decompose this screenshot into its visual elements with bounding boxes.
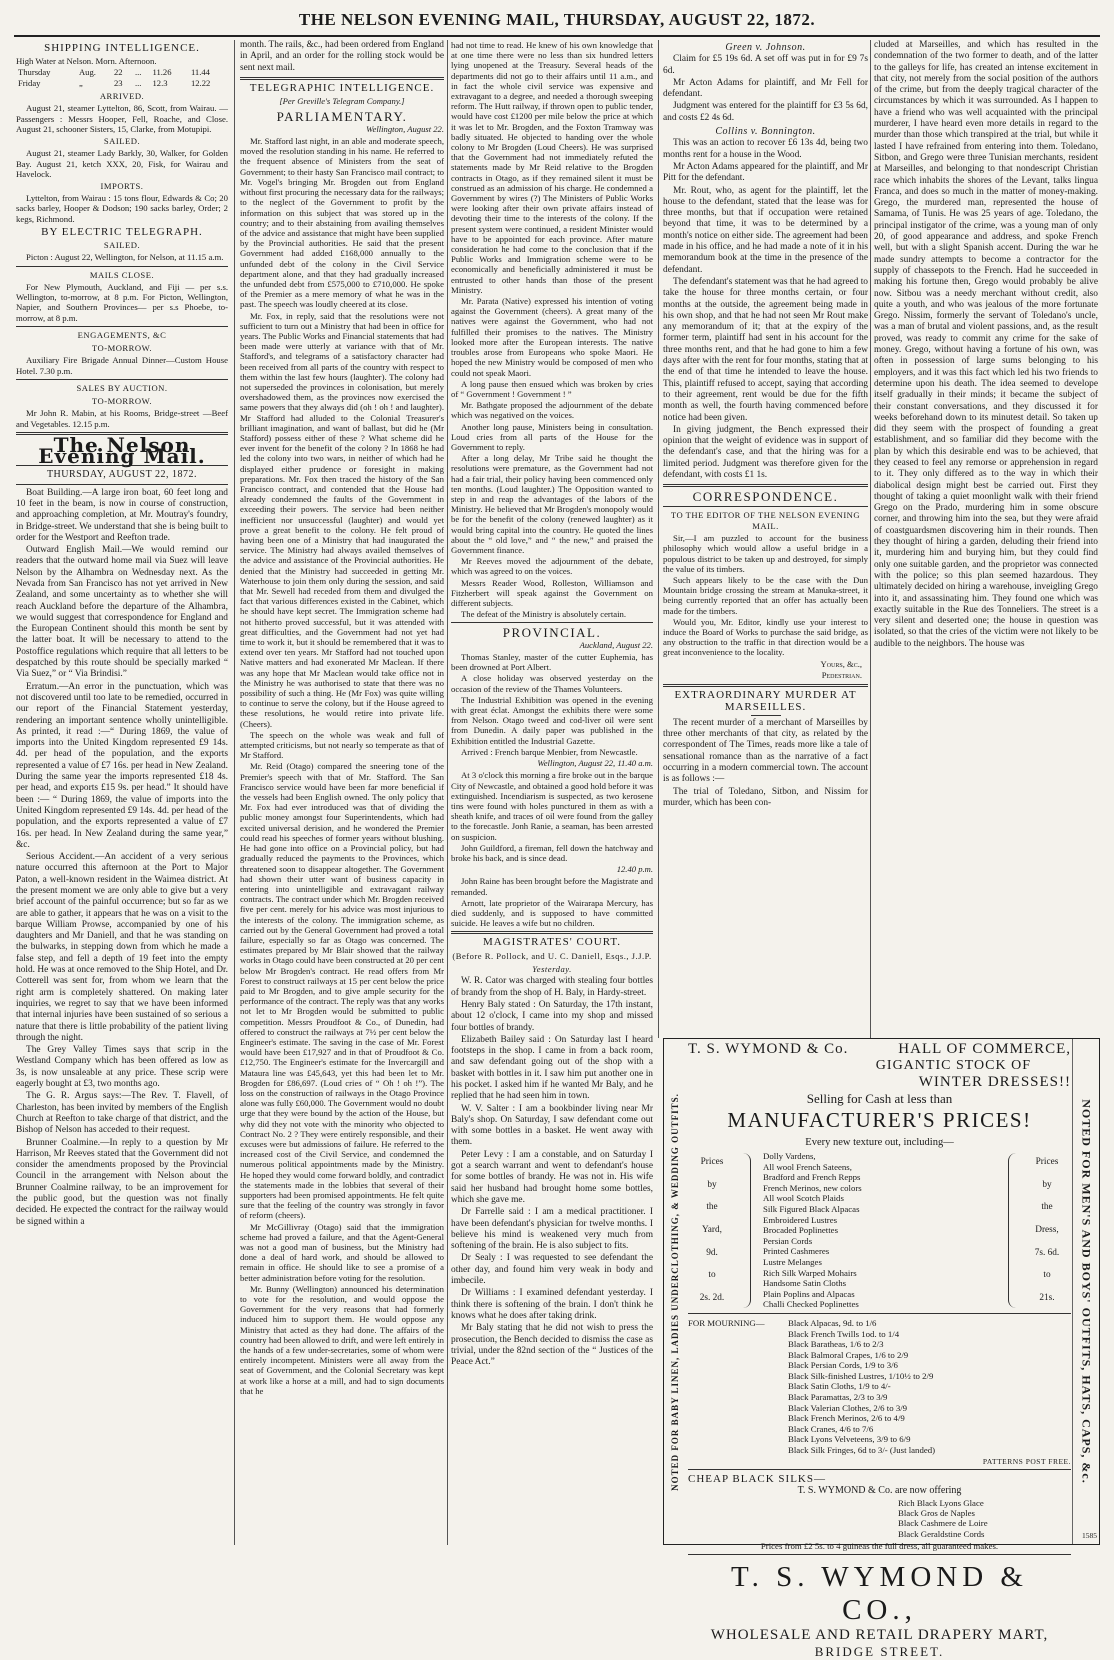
ad-price-word: to bbox=[1043, 1270, 1051, 1281]
engagements-sub: TO-MORROW. bbox=[91, 343, 153, 354]
column-rule bbox=[658, 40, 659, 1038]
court-paragraph: Mr Acton Adams for plaintiff, and Mr Fell for defendant. bbox=[663, 77, 868, 100]
sales-heading: SALES BY AUCTION. bbox=[76, 382, 168, 393]
news-paragraph: The trial of Toledano, Sitbon, and Nissim for murder, which has been con- bbox=[663, 786, 868, 808]
court-paragraph: Henry Baly stated : On Saturday, the 17th instant, about 12 o'clock, I came into my shop and missed four bottles of brandy. bbox=[451, 999, 653, 1033]
imports-heading: IMPORTS. bbox=[100, 180, 144, 191]
tide-morning: 12.3 bbox=[152, 77, 168, 88]
ad-fabric: Plain Poplins and Alpacas bbox=[763, 1288, 855, 1299]
court-paragraph: Elizabeth Bailey said : On Saturday last I heard footsteps in the shop. I came in from a back room, and saw defendant going out of the shop with a basket with bottles in it. I saw him put another one in his pocket. I asked him if he wanted Mr Baly, and he replied that he had seen him in town. bbox=[451, 1034, 653, 1102]
paper-date: THURSDAY, AUGUST 22, 1872. bbox=[46, 469, 198, 481]
news-paragraph: Mr. Parata (Native) expressed his intention of voting against the Government (cheers). A great many of the natives were against the Government, who had not fulfilled their promises to the natives. The Ministry looked more after the European interests. The native troubles arose from Europeans who spoke Maori. He hoped the new Ministry would be composed of men who could not speak Maori. bbox=[451, 296, 653, 378]
tide-date: 22 bbox=[113, 66, 123, 77]
ad-hall: HALL OF COMMERCE, bbox=[898, 1041, 1071, 1057]
news-paragraph: Serious Accident.—An accident of a very serious nature occurred this afternoon at the Port to Major Paton, a well-known resident in the Waimea district. At the present moment we are only able to give but a very brief account of the painful occurrence; but so far as we are able to gather, it appears that he was on a visit to the barque William Prowse, accompanied by one of his daughters and Mr Daniell, and that he was standing on the bulwarks, in stepping down from which he made a false step, and fell a depth of 19 feet into the empty hold. He was at once removed to the Ship Hotel, and Dr. Cotterell was sent for, from whom we learn that the right arm is completely shattered. On making later inquiries, we regret to say that we have been informed that internal injuries have been sustained of so serious a nature that there is little probability of the patient living through the night. bbox=[16, 852, 228, 1043]
ad-side-right bbox=[1072, 1039, 1099, 1544]
ad-fabric: Lustre Melanges bbox=[763, 1256, 822, 1267]
ad-gigantic: GIGANTIC STOCK OF bbox=[875, 1058, 1031, 1073]
column-rule bbox=[234, 40, 235, 1545]
ad-number: 1585 bbox=[1082, 1531, 1097, 1540]
parliamentary-heading: PARLIAMENTARY. bbox=[276, 109, 408, 125]
ad-price-word: 2s. 2d. bbox=[699, 1293, 725, 1304]
ad-side-left bbox=[664, 1039, 686, 1544]
tide-row bbox=[16, 67, 228, 78]
telegraph-text: Picton : August 22, Wellington, for Nelson, at 11.15 a.m. bbox=[26, 252, 224, 263]
tide-afternoon: 11.44 bbox=[190, 66, 210, 77]
ad-guineas: Prices from £2 5s. to 4 guineas the full dress, all guaranteed makes. bbox=[760, 1541, 999, 1552]
ad-street: BRIDGE STREET. bbox=[814, 1644, 945, 1660]
case-title: Green v. Johnson. bbox=[725, 42, 806, 53]
ad-price-word: by bbox=[1042, 1179, 1052, 1190]
divider bbox=[451, 931, 653, 934]
case-title: Collins v. Bonnington. bbox=[715, 126, 816, 138]
arrived-heading: ARRIVED. bbox=[99, 91, 145, 102]
ad-mourning-item: Black Alpacas, 9d. to 1/6 bbox=[788, 1317, 877, 1328]
tide-table bbox=[16, 67, 228, 90]
ad-mourning-label: FOR MOURNING— bbox=[688, 1317, 765, 1328]
ad-selling: Selling for Cash at less than bbox=[806, 1091, 953, 1106]
mails-text: For New Plymouth, Auckland, and Fiji — per s.s. Wellington, to-morrow, at 8 p.m. For Picton, Wellington, Napier, and Southern Provinces— per s.s Phoebe, to-morrow, at 8 p.m. bbox=[16, 281, 228, 323]
ad-fabric: Embroidered Lustres bbox=[763, 1214, 838, 1225]
news-paragraph: Mr Reeves moved the adjournment of the debate, which was agreed to on the voices. bbox=[451, 556, 653, 577]
divider bbox=[663, 506, 868, 507]
news-paragraph: Mr. Bunny (Wellington) announced his determination to vote for the resolution, and would oppose the Government for the very reasons that had formerly induced him to support them. He would oppose any Ministry that acted as they had done. The affairs of the country had been allowed to drift, and were left entirely in the hands of a few under-secretaries, some of whom were entirely incompetent. Ministers were all away from the seat of Government, and the Colonial Secretary was kept at work like a horse at a mill, and had to sign documents that he bbox=[240, 1283, 444, 1396]
shipping-heading: SHIPPING INTELLIGENCE. bbox=[44, 42, 200, 54]
court-paragraph: W. V. Salter : I am a bookbinder living near Mr Baly's shop. On Saturday, I saw defendant come out with some bottles in a basket. He went away with them. bbox=[451, 1103, 653, 1148]
news-paragraph: At 3 o'clock this morning a fire broke out in the barque City of Newcastle, and obtained a good hold before it was extinguished. Incendiarism is suspected, as two kerosene tins were found with holes punctured in them as with a sheath knife, and traces of oil were found from the galley to the forecastle. Jonh Ranie, a seaman, has been arrested on suspicion. bbox=[451, 770, 653, 842]
court-paragraph: The defendant's statement was that he had agreed to take the house for three months certain, or four months at the outside, the agreement being made in his own shop, and that he had not seen Mr Rout make any memorandum of it; that at the expiry of the former term, plaintiff had sent in his account for the three months rent, and that he had gone to him a few days after with the rent for four months, stating that at the end of that time he intended to leave the house. This, plaintiff refused to accept, saying that according to their agreement, rent would be due for the fifth month as well, the fourth having commenced before notice had been given. bbox=[663, 276, 868, 423]
news-paragraph: Mr. Reid (Otago) compared the sneering tone of the Premier's speech with that of Mr. Stafford. The San Francisco service would have been far more beneficial if the vessels had been English owned. The only policy that Mr. Fox had ever introduced was that of dividing the public money amongst four Superintendents, which had excited universal derision, and he wondered the Premier could read his speeches of former years without blushing. He had gone into office on a Provincial policy, but had gradually reduced the payments to the Provinces, which threatened soon to disappear altogether. The Government had shown their utter want of business capacity in entering into unintelligible and extravagant railway contracts. The contract under which Mr. Brogden received five per cent. merely for his advice was most injurious to the interests of the colony. The immigration scheme, as carried out by the General Government had proved a total failure, especially so far as Otago was concerned. The estimates prepared by Mr Blair showed that the railway works in Otago could have been constructed at 20 per cent below Mr Brogden's contract. He read offers from Mr Forest to construct railways at 15 per cent below the price paid to Mr Brogden, and to give ample security for the performance of the contract. The reply was that any works not let to Mr Brogden would be submitted to public competition. Messrs Proudfoot & Co., of Dunedin, had offered to construct the railways at 7½ per cent below the Engineer's estimate. The saving in the case of Mr. Forest would have been £17,927 and in that of Proudfoot & Co. £12,750. The Engineer's estimate for the Invercargill and Mataura line was £45,643, yet this had been let to Mr. Brogden for £86,697. (Loud cries of “ Oh ! oh !”). The loss on the construction of railways in the Otago Province alone was fully £60,000. The Government would no doubt urge that they were bound by the action of the House, but why did they not vote with the minority who objected to Contract No. 2 ? They were entirely responsible, and their excuses were but admissions of failure. He referred to the increased cost of the Civil Service, and condemned the numerous political appointments made by the Ministry. He hoped they would come forward boldly, and contradict the statements made in the lobbies that several of their supporters had been promised appointments. He felt quite sure that the feeling of the country was strongly in favor of reform (cheers). bbox=[240, 761, 444, 1221]
ad-silk: Rich Black Lyons Glace bbox=[898, 1497, 984, 1508]
letter-signature: Pedestrian. bbox=[821, 669, 862, 680]
imports-text: Lyttelton, from Wairau : 15 tons flour, Edwards & Co; 20 sacks barley, Hooper & Dodson; 190 sacks barley, Order; 2 kegs, Richmond. bbox=[16, 193, 228, 224]
divider bbox=[240, 77, 444, 80]
ad-now-offering: T. S. WYMOND & Co. are now offering bbox=[797, 1484, 962, 1496]
court-paragraph: Dr Williams : I examined defendant yesterday. I think there is softening of the brain. I don't think he knows what he does after taking drink. bbox=[451, 1288, 653, 1321]
court-paragraph: In giving judgment, the Bench expressed their opinion that the weight of evidence was in support of the defendant's case, and that the hiring was for a limited period. Judgment was therefore given for the defendant, with costs £1 1s. bbox=[663, 424, 868, 480]
ad-prices-left bbox=[688, 1151, 736, 1310]
news-paragraph: had not time to read. He knew of his own knowledge that at one time there were no less than six hundred letters lying unopened at the Treasury. Several heads of the departments did not go to their affairs until 11 a.m., and in fact the whole civil service was expensive and extravagant to a degree, and needed a thorough sweeping reform. The Hutt railway, if thrown open to public tender, would have cost £1200 per mile below the price at which it was let to Mr. Brogden, and the Foxton Tramway was badly situated. He objected to handing over the whole colony to Mr Brogden (Loud Cheers). He was surprised that the Government had not immediately refuted the statements made by Mr Reid relative to the Brogden contracts in Otago, as if they remained silent it must be construed as an admission of his charge. He condemned a Government by wires (?) The Ministers of Public Works were looking after their own private affairs instead of devoting their time to the interests of the colony. If the present system were continued, a resident Minister would have to be appointed for each province. After mature consideration he had come to the conclusion that if the Public Works and Immigration scheme were to be economically and beneficially administered it must be entrusted to other hands than those of the present Ministry. bbox=[451, 40, 653, 295]
ad-fabric: Bradford and French Repps bbox=[763, 1172, 861, 1183]
ad-silk: Black Gros de Naples bbox=[898, 1508, 975, 1519]
ad-mourning-item: Black French Merinos, 2/6 to 4/9 bbox=[788, 1413, 905, 1424]
news-paragraph: Mr. Stafford last night, in an able and moderate speech, moved the resolution standing in his name. He referred to the frequent absence of Ministers from the seat of Government; to their hasty San Francisco mail contract; to Mr. Vogel's bringing Mr. Brogden out from England without first procuring the necessary data for the railways; to the neglect of the Government to profit by the information on this subject that was stored up in the country; and to their abstaining from availing themselves of the advice and assistance that might have been supplied by the Provincial authorities. He said that the present Government had added £168,000 annually to the unfunded debt of the colony in the Civil Service department alone, and that they had gradually increased the unfunded debt from £575,000 to £710,000. He spoke of the Premier as a mere memory of what he was in the past. The speech was loudly cheered at its close. bbox=[240, 136, 444, 310]
ad-fabric-list bbox=[688, 1151, 1071, 1310]
divider bbox=[16, 379, 228, 380]
column-rule bbox=[447, 40, 448, 1545]
news-paragraph: After a long delay, Mr Tribe said he thought the resolutions were premature, as the Government had not had a fair trial, their policy having been commenced only ten months. (Loud laughter.) The Opposition wanted to step in and reap the advantages of the labors of the Ministry. He believed that Mr Brogden's monopoly would be for the benefit of the colony (renewed laughter) as it would bring capital into the country. He quoted the lines about the “ old love,” and “ the new,” and praised the Government finance. bbox=[451, 453, 653, 555]
wymond-advertisement bbox=[663, 1038, 1100, 1660]
ad-prices-right bbox=[1023, 1151, 1071, 1310]
ad-fabric: French Merinos, new colors bbox=[763, 1182, 862, 1193]
court-paragraph: Dr Farrelle said : I am a medical practitioner. I have been defendant's physician for twelve months. I believe his mind is weakened very much from softening of the brain. He is also subject to fits. bbox=[451, 1207, 653, 1252]
ad-fabric: Brocaded Poplinettes bbox=[763, 1225, 839, 1236]
paper-title: The Nelson Evening Mail. bbox=[38, 432, 206, 469]
masthead: THE NELSON EVENING MAIL, THURSDAY, AUGUST 22, 1872. bbox=[298, 10, 816, 29]
ad-price-word: Dress, bbox=[1035, 1225, 1059, 1236]
engagements-text: Auxiliary Fire Brigade Annual Dinner—Custom House Hotel. 7.30 p.m. bbox=[16, 355, 228, 376]
ad-price-word: 7s. 6d. bbox=[1034, 1247, 1060, 1258]
dateline: Auckland, August 22. bbox=[579, 639, 653, 650]
ad-fabric: Handsome Satin Cloths bbox=[763, 1278, 847, 1289]
time-stamp: 12.40 p.m. bbox=[616, 864, 653, 875]
tide-date: 23 bbox=[113, 77, 123, 88]
court-paragraph: Mr Baly stating that he did not wish to press the prosecution, the Bench decided to dismiss the case as trivial, under the 82nd section of the “ Justices of the Peace Act.” bbox=[451, 1323, 653, 1368]
news-paragraph: John Raine has been brought before the Magistrate and remanded. bbox=[451, 876, 653, 897]
ad-silks-list bbox=[898, 1498, 1071, 1540]
court-bench: (Before R. Pollock, and U. C. Daniell, Esqs., J.J.P. bbox=[452, 950, 652, 961]
tide-day: Thursday bbox=[18, 66, 51, 77]
ad-side-text: NOTED FOR BABY LINEN, LADIES UNDERCLOTHING, & WEDDING OUTFITS. bbox=[670, 1092, 680, 1491]
ad-silk: Black Cashmere de Loire bbox=[898, 1518, 988, 1529]
masthead-rule bbox=[14, 35, 1100, 37]
ad-fabric: All wool Scotch Plaids bbox=[763, 1193, 844, 1204]
divider bbox=[663, 684, 868, 687]
divider bbox=[688, 1313, 1071, 1314]
ad-patterns: PATTERNS POST FREE. bbox=[982, 1456, 1071, 1466]
ad-fabric: Silk Figured Black Alpacas bbox=[763, 1203, 860, 1214]
court-paragraph: Mr Acton Adams appeared for the plaintiff, and Mr Pitt for the defendant. bbox=[663, 161, 868, 184]
ad-mourning bbox=[688, 1318, 1071, 1456]
news-paragraph: The Grey Valley Times says that scrip in the Westland Company which has been offered as low as 3s, is now unsaleable at any price. These scrip were eagerly bought at £3, two months ago. bbox=[16, 1045, 228, 1090]
ad-mourning-list bbox=[788, 1318, 935, 1456]
news-paragraph: The Industrial Exhibition was opened in the evening with great éclat. Amongst the exhibits there were some from Nelson. Otago tweed and cod-liver oil were sent from Dunedin. A daily paper was published in the Exhibition entitled the Industrial Gazette. bbox=[451, 694, 653, 746]
court-paragraph: W. R. Cator was charged with stealing four bottles of brandy from the shop of H. Baly, in Hardy-street. bbox=[451, 976, 653, 998]
ad-mourning-item: Black Lyons Velveteens, 3/9 to 6/9 bbox=[788, 1434, 911, 1445]
ad-brand: T. S. WYMOND & CO., bbox=[731, 1561, 1028, 1627]
dateline: Wellington, August 22, 11.40 a.m. bbox=[537, 758, 653, 768]
court-paragraph: Peter Levy : I am a constable, and on Saturday I got a search warrant and went to defendant's house for some bottles of brandy. He was not in. His wife said her husband had brought home some bottles, which she gave me. bbox=[451, 1149, 653, 1205]
news-paragraph: Arnott, late proprietor of the Wairarapa Mercury, has died suddenly, and is supposed to have committed suicide. He leaves a wife but no children. bbox=[451, 897, 653, 929]
divider bbox=[16, 266, 228, 267]
correspondence-to: TO THE EDITOR OF THE NELSON EVENING MAIL. bbox=[670, 509, 861, 531]
telegraph-heading: BY ELECTRIC TELEGRAPH. bbox=[41, 225, 203, 238]
column-4 bbox=[663, 40, 868, 1038]
ad-cheap-silks: CHEAP BLACK SILKS— bbox=[688, 1472, 826, 1485]
ad-mourning-item: Black Silk Fringes, 6d to 3/- (Just landed) bbox=[788, 1445, 936, 1456]
tide-row bbox=[16, 78, 228, 89]
column-2 bbox=[240, 40, 444, 1545]
news-paragraph: John Guildford, a fireman, fell down the hatchway and broke his back, and is since dead. bbox=[451, 842, 653, 863]
ad-mourning-item: Black French Twills 1od. to 1/4 bbox=[788, 1328, 900, 1339]
ad-price-word: by bbox=[707, 1179, 717, 1190]
ad-mourning-item: Black Persian Cords, 1/9 to 3/6 bbox=[788, 1360, 898, 1371]
sailed-text: August 21, steamer Lady Barkly, 30, Walker, for Golden Bay. August 21, ketch XXX, 20, Fisk, for Wairau and Havelock. bbox=[16, 148, 228, 179]
column-1 bbox=[16, 40, 228, 1545]
divider bbox=[663, 484, 868, 487]
engagements-heading: ENGAGEMENTS, &C bbox=[77, 329, 167, 340]
ad-fabric: All wool French Sateens, bbox=[763, 1161, 852, 1172]
news-paragraph: Brunner Coalmine.—In reply to a question by Mr Harrison, Mr Reeves stated that the Government did not consider the amendments proposed by the Provincial Council in the arrangement with Nelson about the Brunner Coalmine railway, to be an improvement for the public good, but the question was not finally decided. He expected the contract for the railway would be signed within a bbox=[16, 1137, 228, 1227]
ad-fabric: Rich Silk Warped Mohairs bbox=[763, 1267, 857, 1278]
tide-month: Aug. bbox=[78, 66, 96, 77]
murder-heading: EXTRAORDINARY MURDER AT MARSEILLES. bbox=[674, 689, 857, 713]
letter-paragraph: Such appears likely to be the case with the Dun Mountain bridge crossing the stream at Manuka-street, it being currently reported that an offer has actually been made for the timbers. bbox=[663, 574, 868, 616]
news-paragraph: Mr. Bathgate proposed the adjournment of the debate which was negatived on the voices. bbox=[451, 400, 653, 421]
tide-dots: ... bbox=[135, 77, 142, 88]
ad-mourning-item: Black Valerian Clothes, 2/6 to 3/9 bbox=[788, 1402, 908, 1413]
letter-close: Yours, &c., bbox=[820, 658, 862, 669]
brace bbox=[740, 1153, 751, 1308]
ad-manufacturers: MANUFACTURER'S PRICES! bbox=[727, 1108, 1032, 1132]
ad-price-word: 21s. bbox=[1039, 1293, 1055, 1304]
ad-winter: WINTER DRESSES!! bbox=[918, 1074, 1071, 1090]
divider bbox=[16, 484, 228, 485]
ad-silk: Black Geraldstine Cords bbox=[898, 1528, 985, 1539]
tide-header: High Water at Nelson. Morn. Afternoon. bbox=[16, 56, 157, 67]
correspondence-heading: CORRESPONDENCE. bbox=[692, 489, 839, 505]
telegraph-sailed: SAILED. bbox=[103, 240, 141, 251]
ad-price-word: Prices bbox=[1035, 1157, 1059, 1168]
news-paragraph: month. The rails, &c., had been ordered from England in April, and an order for the rolling stock would be sent next mail. bbox=[240, 40, 444, 73]
news-paragraph: A long pause then ensued which was broken by cries of “ Government ! Government ! ” bbox=[451, 378, 653, 399]
news-paragraph: Mr McGillivray (Otago) said that the immigration scheme had proved a failure, and that the Agent-General was not a good man of business, but the Ministry had done a deal of hard work, and should be allowed to remain in office. He should like to see a promise of a better administration before voting for the resolution. bbox=[240, 1221, 444, 1283]
ad-price-word: the bbox=[1041, 1202, 1053, 1213]
column-3 bbox=[451, 40, 653, 1545]
ad-fabric: Persian Cords bbox=[763, 1235, 813, 1246]
ad-mourning-item: Black Cranes, 4/6 to 7/6 bbox=[788, 1423, 874, 1434]
ad-every-texture: Every new texture out, including— bbox=[805, 1137, 954, 1148]
news-paragraph: A close holiday was observed yesterday on the occasion of the review of the Thames Volunteers. bbox=[451, 673, 653, 694]
tide-dots: ... bbox=[135, 66, 142, 77]
news-paragraph: Boat Building.—A large iron boat, 60 feet long and 10 feet in the beam, is now in course of construction, and approaching completion, at Mr. Moutray's foundry, in Bridge-street. We understand that she is being built to order for the Westport and Reefton trade. bbox=[16, 487, 228, 543]
news-paragraph: The speech on the whole was weak and full of attempted criticisms, but not nearly so temperate as that of Mr Stafford. bbox=[240, 729, 444, 761]
letter-paragraph: Would you, Mr. Editor, kindly use your interest to induce the Board of Works to purchase the said bridge, as any obstruction to the traffic in that direction would be a great inconvenience to the locality. bbox=[663, 616, 868, 658]
court-paragraph: Mr. Rout, who, as agent for the plaintiff, let the house to the defendant, stated that the lease was for three months, but that if occupation were retained beyond that time, it was to be determined by a month's notice on either side. The agreement had been made in his office, and he had made a note of it in his memorandum book at the time in the presence of the defendant. bbox=[663, 185, 868, 275]
news-paragraph: Mr. Fox, in reply, said that the resolutions were not sufficient to turn out a Ministry that had been in office for years. The Public Works and Financial statements that had been made were utterly at variance with that of Mr. Stafford's, and telegrams of a satisfactory character had been received from all parts of the country with respect to them within the last few hours (laughter). The colony had not superseded the provinces in colonisation, but merely overshadowed them, as the provinces now exercised the same powers that they always did (oh ! oh ! and laughter). Mr Stafford had alluded to the Colonial Treasurer's brilliant imagination, and want of ballast, but did he (Mr Stafford) possess either of these ? What scheme did he ever invent for the benefit of the colony ? In 1868 he had led the colony into two wars, in neither of which had he displayed either prudence or foresight in making preparations. Mr. Fox then traced the history of the San Francisco contract, and contended that the House had already condemned the faults of the Government in exceeding their powers. The service had been neither inefficient nor unsuccessful (laughter) and would yet prove a great benefit to the colony. He felt proud of having been one of a Ministry that had inaugurated the service. The Ministry had always availed themselves of the advice and assistance of the Provincial authorities. He denied that the Ministry had succeeded in getting Mr. Waterhouse to join them only during the session, and said that Mr. Sewell had receded from them and divulged the fact that various differences existed in the Cabinet, which he should have kept secret. The Immigration scheme had not hitherto proved successful, but it was attended with great difficulties, and the Government had not yet had time to work it, but it should be remembered that it was to extend over ten years. Mr Stafford had not touched upon Native matters and had exonerated Mr Maclean. If there was any hope that Mr Maclean would take office not in the Ministry he was authorised to state that there was no possibility of such a thing. He (Mr Fox) was quite willing to continue to serve the colony, but if the House agreed to these resolutions, he would retire into private life. (Cheers). bbox=[240, 310, 444, 729]
ad-price-word: to bbox=[708, 1270, 716, 1281]
court-paragraph: This was an action to recover £6 13s 4d, being two months rent for a house in the Wood. bbox=[663, 138, 868, 160]
telegraphic-heading: TELEGRAPHIC INTELLIGENCE. bbox=[249, 81, 435, 94]
ad-price-word: 9d. bbox=[706, 1247, 718, 1258]
court-paragraph: Judgment was entered for the plaintiff for £3 5s 6d, and costs £2 4s 6d. bbox=[663, 101, 868, 123]
column-rule bbox=[870, 40, 871, 1038]
court-day: Yesterday. bbox=[532, 964, 572, 975]
news-paragraph: cluded at Marseilles, and which has resulted in the condemnation of the two former to death, and of the latter to the galleys for life, has created an intense excitement in that city, not merely from the social position of the authors of the crime, but from the deeply tragical character of the circumstances by which it was surrounded. As I happen to have a friend who was well acquainted with the principal murderer, I have heard even more details in regard to the murder than those which transpired at the trial, but while it lasted I have refrained from entering into them. Toledano, Sitbon, and Grego were three Tunisian merchants, resident at Marseilles, and belonging to that nondescript Christian race which inhabits the shores of the Levant, talks lingua Franca, and does so much in the matter of money-making. Grego, the murdered man, represented the house of Samama, of Tunis. He was 25 years of age. Toledano, the principal instigator of the crime, was a young man of only 20, of good appearance and address, and spoke French well, but with a slight Spanish accent. During the war he made sundry attempts to become a contractor for the supply of chassepots to the French. Had he succeeded in making his fortune then, Grego would probably be alive now. Sitbou was a needy merchant without credit, also quite a youth, and who was jealous of the more fortunate Grego. Nissim, formerly the servant of Toledano's uncle, was a man of brutal and violent passions, and, as the result proved, was ready to commit any crime for the sake of money. Grego, without having a fortune of his own, was often in possession of large sums belonging to his employers, and it was this fact which led his two friends to determine upon his death. The idea seemed to develope itself gradually in their minds; it became the subject of their constant conversations, and they discussed it for weeks beforehand down to its minutest detail. So taken up did they seem with the prospect of founding a great establishment, and so familiar did they become with the plan by which this desirable end was to be achieved, that they ceased to feel any remorse or apprehension in regard to it. They only differed as to the way in which their diabolical design might best be carried out. First they thought of taking a quiet moonlight walk with their friend Grego on the Prado, murdering him in some obscure corner, and throwing him into the sea, but they were afraid of coastguardsmen discovering him in their rounds. Then they thought of hiring a garden, deluding their friend into it, murdering him and burying him, but they could find only one suitable garden, and the proprietor was connected with the police; so this plan seemed hazardous. They ultimately decided on hiring a warehouse, inveigling Grego into it, and assassinating him. They found one which was exactly suitable in the Rue des Tonneliers. The street is a very silent and deserted one; the house in question was isolated, so that the cries of the victim were not likely to be audible to the neighbors. The house was bbox=[874, 40, 1098, 649]
tide-month: „ bbox=[78, 77, 83, 88]
ad-price-word: Prices bbox=[700, 1157, 724, 1168]
ad-wholesale: WHOLESALE AND RETAIL DRAPERY MART, bbox=[710, 1627, 1049, 1644]
tide-morning: 11.26 bbox=[152, 66, 172, 77]
ad-mourning-item: Black Satin Cloths, 1/9 to 4/- bbox=[788, 1381, 891, 1392]
court-paragraph: Claim for £5 19s 6d. A set off was put in for £9 7s 6d. bbox=[663, 54, 868, 76]
news-paragraph: Outward English Mail.—We would remind our readers that the outward home mail via Suez will leave Nelson by the Alhambra on Wednesday next. As the Nevada from San Francisco has not yet arrived in New Zealand, and some uncertainty as to whether she will reach Auckland before the departure of the Alhambra, we would suggest that correspondence for England and the European Continent should this month be sent by the latter boat. It will be necessary to attend to the Postoffice regulations which require that all letters to be despatched by this route should be specially marked “ Via Suez,” or “ Via Brindisi.” bbox=[16, 545, 228, 680]
news-paragraph: Another long pause, Ministers being in consultation. Loud cries from all parts of the House for the Government to reply. bbox=[451, 421, 653, 452]
tide-day: Friday bbox=[18, 77, 41, 88]
ad-mourning-item: Black Silk-finished Lustres, 1/10½ to 2/9 bbox=[788, 1370, 934, 1381]
divider bbox=[688, 1554, 1071, 1555]
ad-mourning-item: Black Paramattas, 2/3 to 3/9 bbox=[788, 1392, 888, 1403]
letter-paragraph: Sir,—I am puzzled to account for the business philosophy which would allow a useful bridge in a populous district to be taken up and destroyed, for simply the value of its timbers. bbox=[663, 533, 868, 574]
tide-afternoon: 12.22 bbox=[190, 77, 211, 88]
divider bbox=[688, 1469, 1071, 1470]
divider bbox=[16, 326, 228, 327]
ad-mourning-item: Black Balmoral Crapes, 1/6 to 2/9 bbox=[788, 1349, 909, 1360]
ad-fabrics bbox=[755, 1151, 1004, 1310]
news-paragraph: The defeat of the Ministry is absolutely certain. bbox=[461, 609, 627, 620]
brace bbox=[1008, 1153, 1019, 1308]
divider bbox=[451, 622, 653, 623]
divider bbox=[751, 715, 781, 716]
ad-fabric: Printed Cashmeres bbox=[763, 1246, 830, 1257]
ad-mourning-item: Black Baratheas, 1/6 to 2/3 bbox=[788, 1339, 884, 1350]
provincial-heading: PROVINCIAL. bbox=[502, 625, 602, 641]
news-paragraph: Erratum.—An error in the punctuation, which was not discovered until too late to be remedied, occurred in our report of the Financial Statement yesterday, rendering an important sentence wholly unintelligible. As printed, it read :—“ During 1869, the value of imports into the United Kingdom represented £9 14s. 4d. per head of the population, and the exports represented a value of £7 16s. per head in New Zealand. During the same year the imports represented £18 4s. per head, and exports £15 9s. per head.” It should have been :— “ During 1869, the value of imports into the United Kingdom represented £9 14s. 4d. per head of the population, and the exports represented a value of £7 16s. per head. In New Zealand during the same year,” &c. bbox=[16, 681, 228, 850]
news-paragraph: Thomas Stanley, master of the cutter Euphemia, has been drowned at Port Albert. bbox=[451, 651, 653, 673]
news-paragraph: The G. R. Argus says:—The Rev. T. Flavell, of Charleston, has been invited by members of the English Church at Reefton to take charge of that district, and the Bishop of Nelson has acceded to their request. bbox=[16, 1091, 228, 1136]
dateline: Wellington, August 22. bbox=[366, 123, 444, 134]
court-paragraph: Dr Sealy : I was requested to see defendant the other day, and found him very weak in body and imbecile. bbox=[451, 1253, 653, 1287]
court-heading: MAGISTRATES' COURT. bbox=[482, 936, 622, 949]
sailed-heading: SAILED. bbox=[103, 136, 141, 146]
news-paragraph: The recent murder of a merchant of Marseilles by three other merchants of that city, as related by the correspondent of The Times, reads more like a tale of sensational romance than as the narrative of a fact occurring in a modern commercial town. The account is as follows :— bbox=[663, 717, 868, 785]
mails-heading: MAILS CLOSE. bbox=[89, 269, 155, 280]
news-paragraph: Messrs Reader Wood, Rolleston, Williamson and Fitzherbert will speak against the Government on different subjects. bbox=[451, 577, 653, 608]
ad-price-word: the bbox=[706, 1202, 718, 1213]
sales-text: Mr John R. Mabin, at his Rooms, Bridge-street —Beef and Vegetables. 12.15 p.m. bbox=[16, 408, 228, 429]
column-5 bbox=[874, 40, 1098, 1038]
ad-price-word: Yard, bbox=[702, 1225, 722, 1236]
telegraph-credit: [Per Greville's Telegram Company.] bbox=[279, 96, 405, 107]
ad-fabric: Challi Checked Poplinettes bbox=[763, 1299, 859, 1310]
ad-firm: T. S. WYMOND & Co. bbox=[688, 1041, 849, 1057]
arrived-text: August 21, steamer Lyttelton, 86, Scott, from Wairau. — Passengers : Messrs Hooper, Fell, Roache, and Close. August 21, schooner Sisters, 15, Clarke, from Motupipi. bbox=[16, 103, 228, 134]
sales-sub: TO-MORROW. bbox=[91, 396, 153, 407]
ad-fabric: Dolly Vardens, bbox=[763, 1151, 816, 1161]
news-paragraph: Arrived : French barque Menbier, from Newcastle. bbox=[461, 746, 638, 757]
ad-side-text: NOTED FOR MEN'S AND BOYS' OUTFITS, HATS, CAPS, &c. bbox=[1079, 1099, 1094, 1484]
